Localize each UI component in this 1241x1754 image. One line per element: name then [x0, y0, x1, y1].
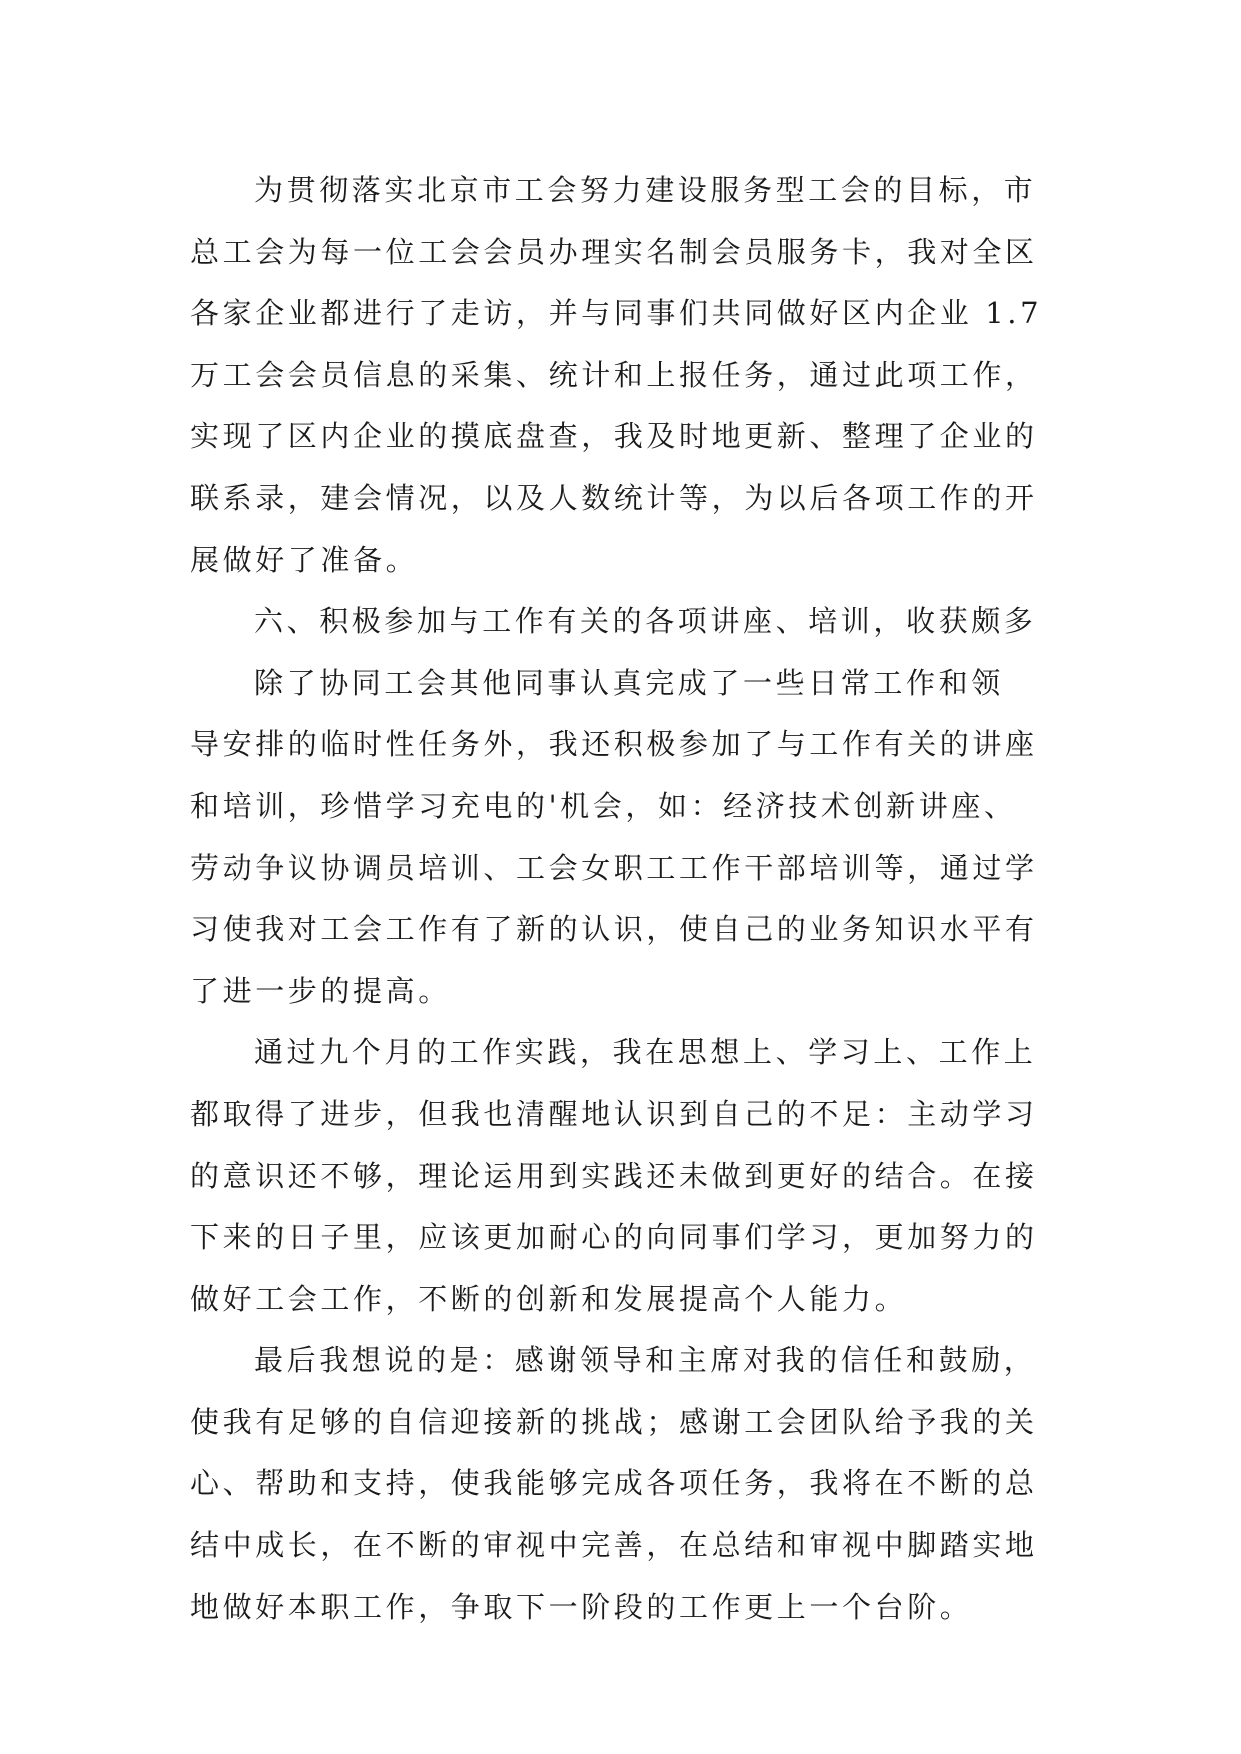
text-line: 为贯彻落实北京市工会努力建设服务型工会的目标，市: [254, 173, 1037, 207]
text-line: 导安排的临时性任务外，我还积极参加了与工作有关的讲座: [190, 727, 1038, 762]
text-line: 心、帮助和支持，使我能够完成各项任务，我将在不断的总: [190, 1466, 1038, 1501]
section-heading: [190, 591, 1050, 653]
text-line: 使我有足够的自信迎接新的挑战；感谢工会团队给予我的关: [190, 1404, 1038, 1439]
text-line: 劳动争议协调员培训、工会女职工工作干部培训等，通过学: [190, 850, 1038, 885]
text-line: 的意识还不够，理论运用到实践还未做到更好的结合。在接: [190, 1158, 1038, 1193]
text-line: 除了协同工会其他同事认真完成了一些日常工作和领: [254, 665, 1004, 700]
text-line: 各家企业都进行了走访，并与同事们共同做好区内企业 1.7: [190, 296, 1043, 331]
text-line: 都取得了进步，但我也清醒地认识到自己的不足：主动学习: [190, 1096, 1038, 1131]
text-line: 下来的日子里，应该更加耐心的向同事们学习，更加努力的: [190, 1220, 1038, 1255]
paragraph: [190, 160, 1050, 591]
text-line: 总工会为每一位工会会员办理实名制会员服务卡，我对全区: [190, 234, 1038, 269]
paragraph: [190, 1022, 1050, 1330]
text-line: 通过九个月的工作实践，我在思想上、学习上、工作上: [254, 1035, 1037, 1070]
text-line: 地做好本职工作，争取下一阶段的工作更上一个台阶。: [190, 1589, 973, 1624]
paragraph: [190, 1330, 1050, 1638]
text-line: 联系录，建会情况，以及人数统计等，为以后各项工作的开: [190, 480, 1038, 515]
text-line: 万工会会员信息的采集、统计和上报任务，通过此项工作，: [190, 357, 1038, 392]
text-line: 实现了区内企业的摸底盘查，我及时地更新、整理了企业的: [190, 419, 1038, 454]
text-line: 六、积极参加与工作有关的各项讲座、培训，收获颇多: [254, 604, 1037, 639]
text-line: 结中成长，在不断的审视中完善，在总结和审视中脚踏实地: [190, 1528, 1038, 1563]
document-body: [190, 160, 1050, 1638]
text-line: 展做好了准备。: [190, 542, 419, 577]
text-line: 和培训，珍惜学习充电的'机会，如：经济技术创新讲座、: [190, 788, 1017, 823]
text-line: 了进一步的提高。: [190, 973, 451, 1008]
text-line: 习使我对工会工作有了新的认识，使自己的业务知识水平有: [190, 912, 1038, 947]
text-line: 最后我想说的是：感谢领导和主席对我的信任和鼓励，: [254, 1343, 1037, 1378]
paragraph: [190, 653, 1050, 1023]
text-line: 做好工会工作，不断的创新和发展提高个人能力。: [190, 1281, 908, 1316]
